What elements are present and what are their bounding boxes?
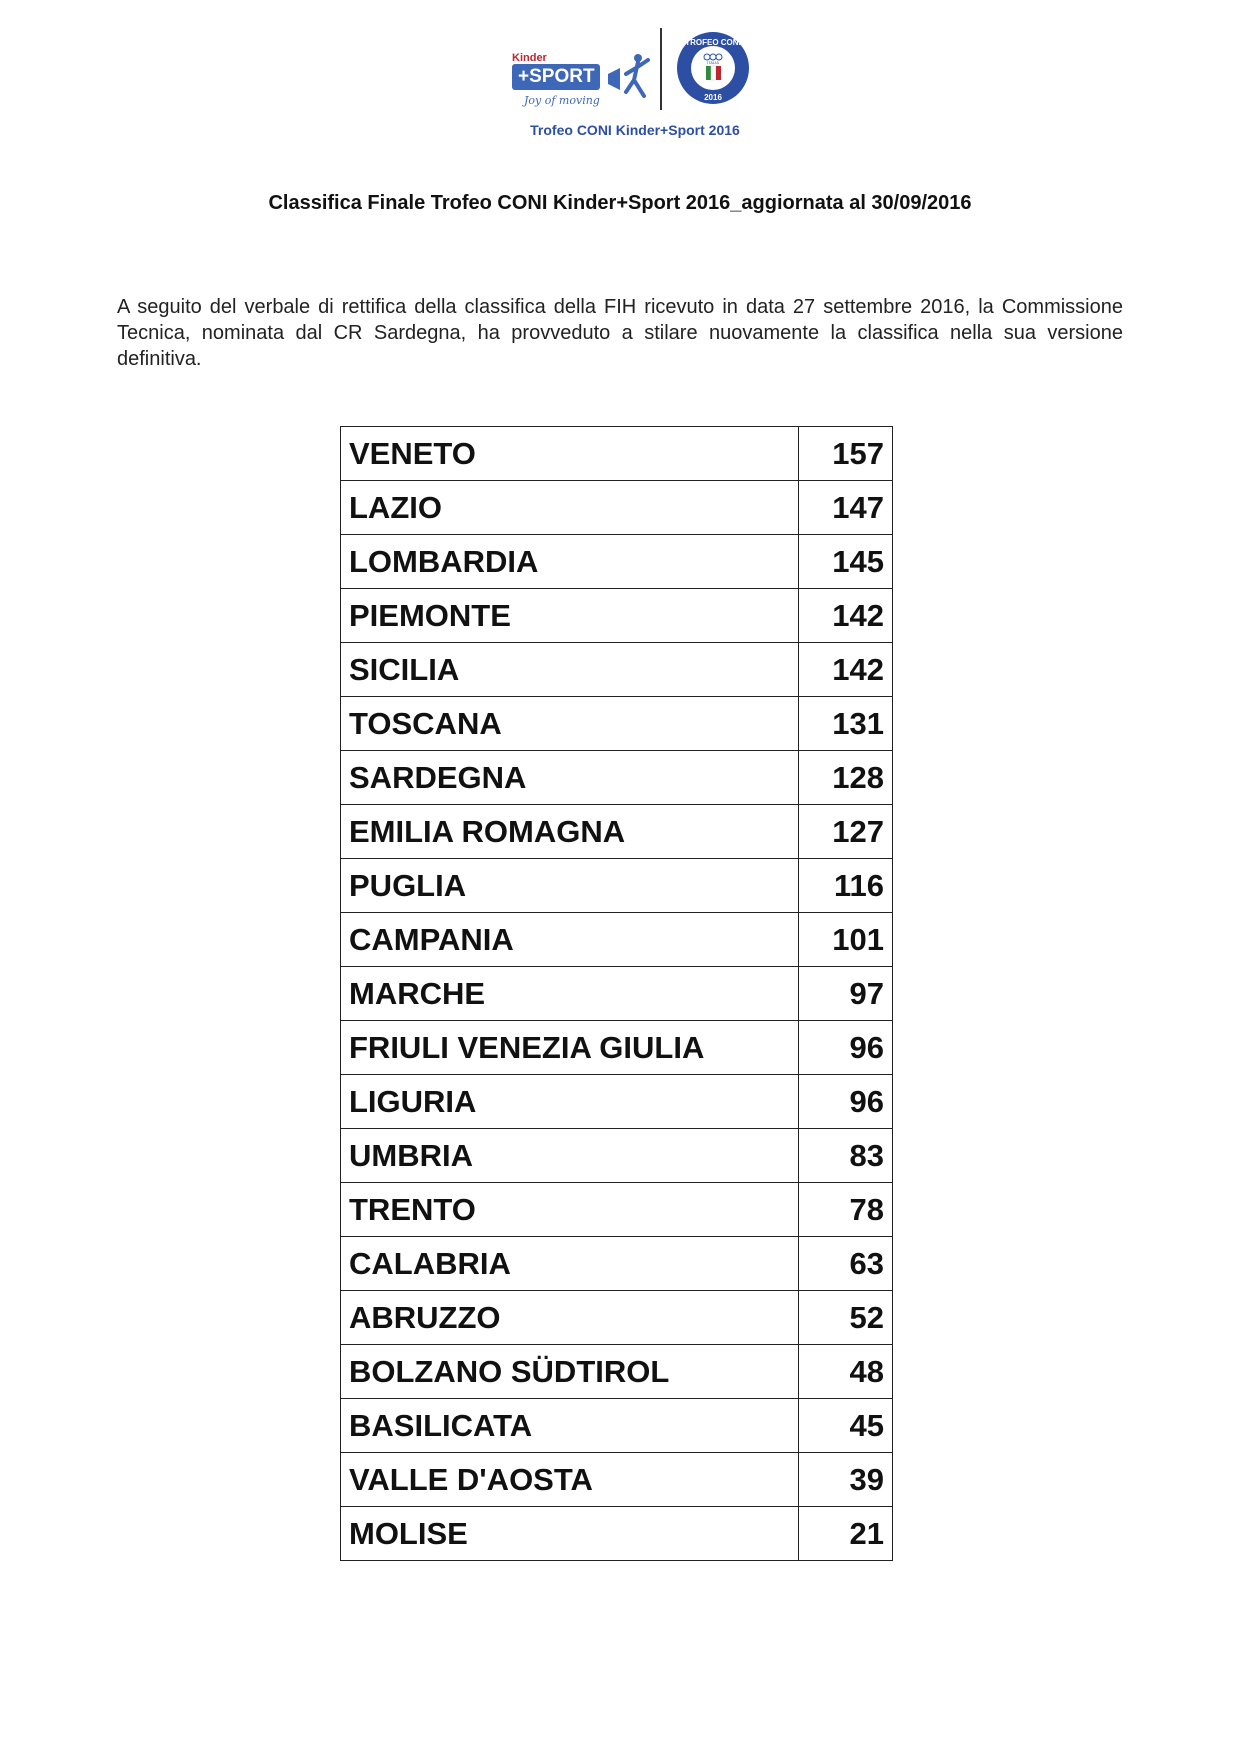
region-name: PIEMONTE (341, 589, 799, 643)
kinder-sport-logo (512, 52, 652, 132)
table-row (341, 1129, 893, 1183)
region-name: VALLE D'AOSTA (341, 1453, 799, 1507)
header-logo (500, 26, 770, 146)
table-row (341, 1183, 893, 1237)
region-name: VENETO (341, 427, 799, 481)
region-score: 157 (799, 427, 893, 481)
region-score: 83 (799, 1129, 893, 1183)
seal-year: 2016 (704, 93, 722, 102)
region-name: ABRUZZO (341, 1291, 799, 1345)
table-row (341, 1507, 893, 1561)
region-score: 39 (799, 1453, 893, 1507)
table-row (341, 859, 893, 913)
region-score: 101 (799, 913, 893, 967)
region-score: 142 (799, 643, 893, 697)
region-name: FRIULI VENEZIA GIULIA (341, 1021, 799, 1075)
region-name: LAZIO (341, 481, 799, 535)
kinder-wordmark: Kinder (512, 52, 547, 64)
region-name: SARDEGNA (341, 751, 799, 805)
intro-paragraph: A seguito del verbale di rettifica della classifica della FIH ricevuto in data 27 settembre 2016, la Commissione Tecnica, nominata dal CR Sardegna, ha provveduto a stilare nuovamente la classifica nella sua versione definitiva. (117, 296, 1123, 370)
table-row (341, 805, 893, 859)
logo-caption: Trofeo CONI Kinder+Sport 2016 (530, 122, 740, 138)
region-name: BOLZANO SÜDTIROL (341, 1345, 799, 1399)
table-row (341, 751, 893, 805)
region-score: 78 (799, 1183, 893, 1237)
table-row (341, 481, 893, 535)
runner-icon (608, 52, 654, 112)
region-score: 97 (799, 967, 893, 1021)
region-score: 48 (799, 1345, 893, 1399)
region-score: 52 (799, 1291, 893, 1345)
region-name: MOLISE (341, 1507, 799, 1561)
region-name: EMILIA ROMAGNA (341, 805, 799, 859)
table-row (341, 1075, 893, 1129)
coni-seal (675, 30, 751, 106)
region-score: 142 (799, 589, 893, 643)
table-row (341, 1291, 893, 1345)
region-name: SICILIA (341, 643, 799, 697)
region-name: UMBRIA (341, 1129, 799, 1183)
region-name: TRENTO (341, 1183, 799, 1237)
region-score: 127 (799, 805, 893, 859)
table-row (341, 1021, 893, 1075)
region-score: 147 (799, 481, 893, 535)
table-row (341, 913, 893, 967)
region-name: CALABRIA (341, 1237, 799, 1291)
sport-badge: +SPORT (512, 64, 600, 90)
region-name: CAMPANIA (341, 913, 799, 967)
region-score: 145 (799, 535, 893, 589)
region-score: 45 (799, 1399, 893, 1453)
region-name: MARCHE (341, 967, 799, 1021)
region-name: LIGURIA (341, 1075, 799, 1129)
table-row (341, 1399, 893, 1453)
logo-divider (660, 28, 662, 110)
region-score: 96 (799, 1075, 893, 1129)
table-row (341, 427, 893, 481)
region-name: BASILICATA (341, 1399, 799, 1453)
region-score: 63 (799, 1237, 893, 1291)
table-row (341, 589, 893, 643)
ranking-table (340, 426, 893, 1561)
region-score: 128 (799, 751, 893, 805)
ranking-table-body (341, 427, 893, 1561)
region-score: 116 (799, 859, 893, 913)
table-row (341, 643, 893, 697)
seal-top-text: TROFEO CONI (685, 38, 741, 47)
region-score: 131 (799, 697, 893, 751)
region-name: PUGLIA (341, 859, 799, 913)
tagline: Joy of moving (524, 94, 600, 107)
table-row (341, 535, 893, 589)
region-score: 96 (799, 1021, 893, 1075)
table-row (341, 1453, 893, 1507)
table-row (341, 967, 893, 1021)
table-row (341, 1237, 893, 1291)
table-row (341, 1345, 893, 1399)
region-score: 21 (799, 1507, 893, 1561)
region-name: TOSCANA (341, 697, 799, 751)
seal-inner-text: ITALIA (707, 60, 719, 65)
region-name: LOMBARDIA (341, 535, 799, 589)
page-title: Classifica Finale Trofeo CONI Kinder+Sport 2016_aggiornata al 30/09/2016 (268, 192, 972, 214)
table-row (341, 697, 893, 751)
